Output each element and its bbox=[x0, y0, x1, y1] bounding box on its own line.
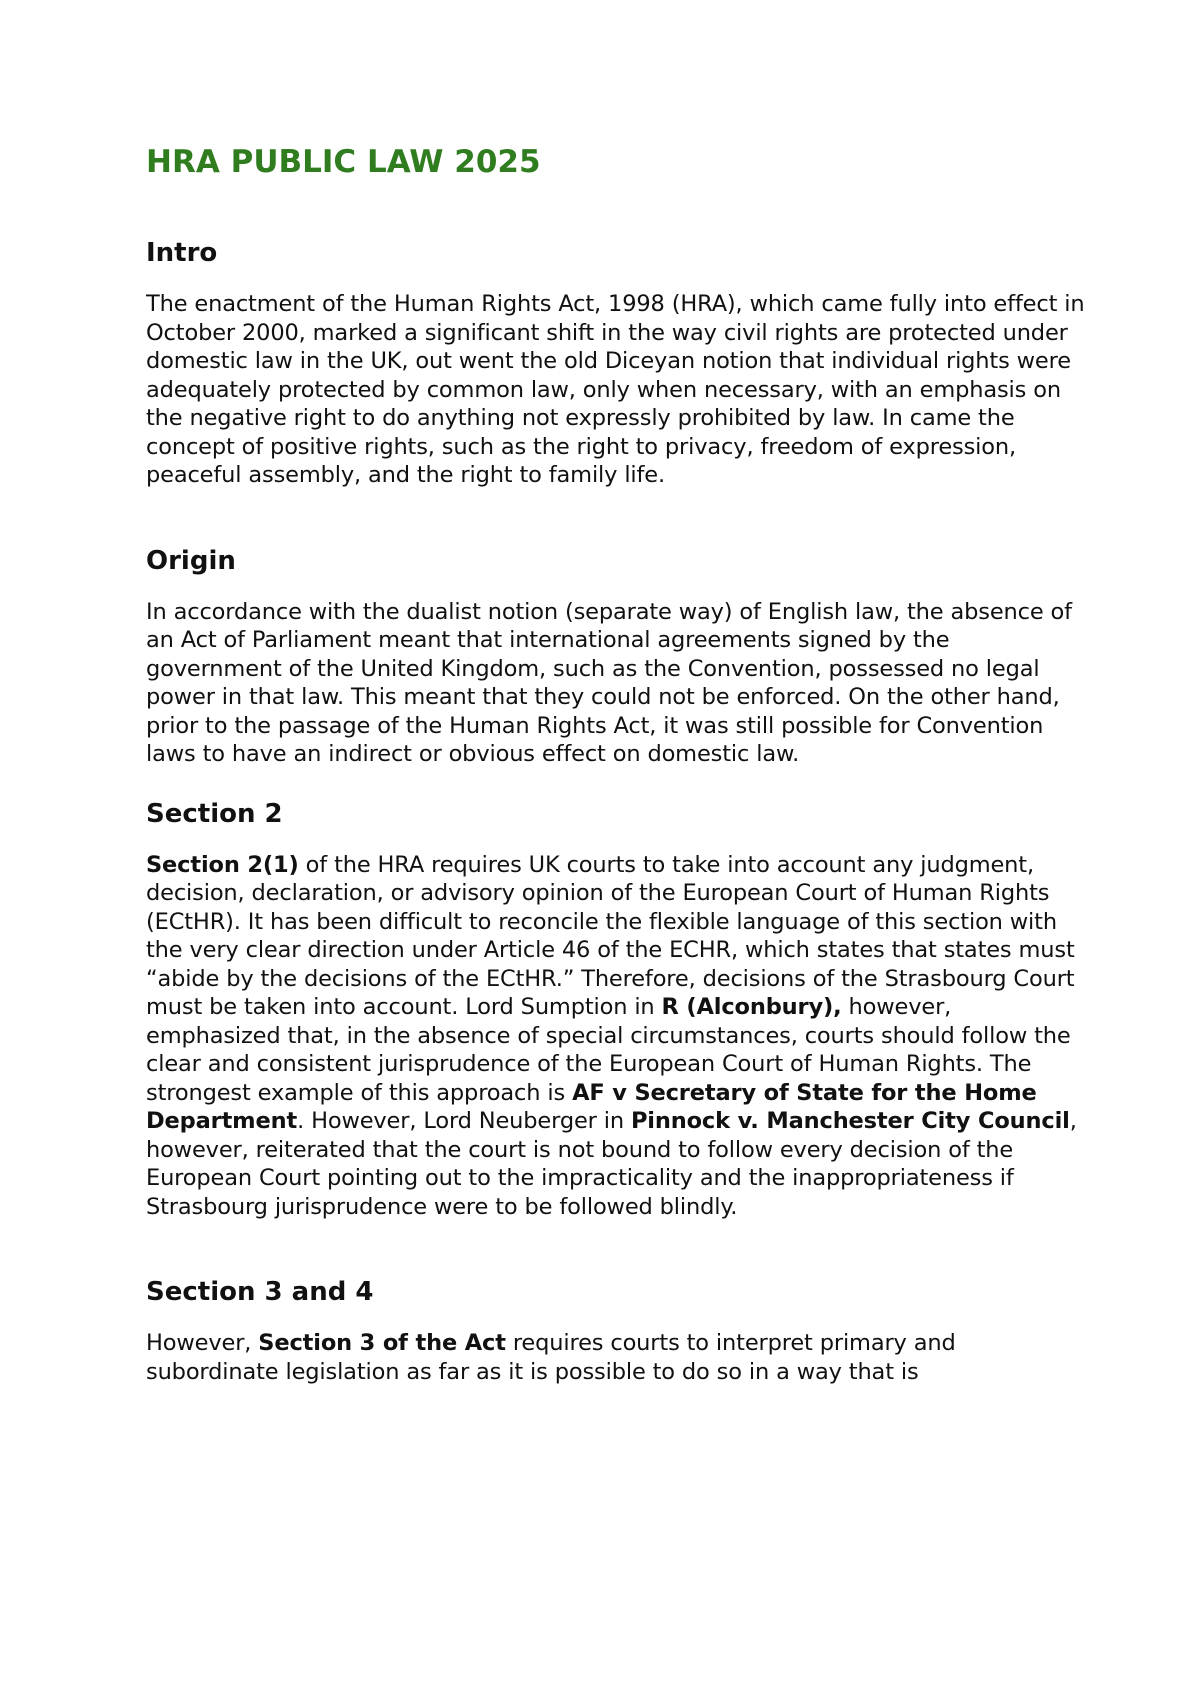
bold-ref-section-2-1: Section 2(1) bbox=[146, 851, 299, 878]
document-page bbox=[146, 140, 1086, 1386]
text-run: of the HRA requires UK courts to take into account any judgment, decision, declaration, or advisory opinion of the European Court of Human Rights (ECtHR). It has been difficult to reconcile the flexible language of this section with the very clear direction under Article 46 of the ECHR, which states that states must “abide by the decisions of the ECtHR.” Therefore, decisions of the Strasbourg Court must be taken into account. Lord Sumption in bbox=[146, 851, 1075, 1020]
text-run: . However, Lord Neuberger in bbox=[297, 1108, 631, 1134]
section-paragraph-section-3-and-4 bbox=[146, 1329, 1086, 1386]
section-heading-section-3-and-4: Section 3 and 4 bbox=[146, 1277, 374, 1307]
section-paragraph-origin: In accordance with the dualist notion (separate way) of English law, the absence of an Act of Parliament meant that international agreements signed by the government of the United Kingdom, such as the Convention, possessed no legal power in that law. This meant that they could not be enforced. On the other hand, prior to the passage of the Human Rights Act, it was still possible for Convention laws to have an indirect or obvious effect on domestic law. bbox=[146, 598, 1072, 767]
text-run: , however, reiterated that the court is not bound to follow every decision of the European Court pointing out to the impracticality and the inappropriateness if Strasbourg jurisprudence were to be followed blindly. bbox=[146, 1108, 1077, 1220]
document-title: HRA PUBLIC LAW 2025 bbox=[146, 144, 541, 180]
section-paragraph-intro: The enactment of the Human Rights Act, 1998 (HRA), which came fully into effect in October 2000, marked a significant shift in the way civil rights are protected under domestic law in the UK, out went the old Diceyan notion that individual rights were adequately protected by common law, only when necessary, with an emphasis on the negative right to do anything not expressly prohibited by law. In came the concept of positive rights, such as the right to privacy, freedom of expression, peaceful assembly, and the right to family life. bbox=[146, 291, 1085, 488]
text-run: requires courts to interpret primary and subordinate legislation as far as it is possible to do so in a way that is bbox=[146, 1330, 956, 1385]
bold-ref-pinnock: Pinnock v. Manchester City Council bbox=[630, 1108, 1070, 1134]
section-paragraph-section-2 bbox=[146, 851, 1086, 1222]
bold-ref-section-3: Section 3 of the Act bbox=[258, 1330, 506, 1356]
section-heading-origin: Origin bbox=[146, 545, 236, 576]
text-run: however, emphasized that, in the absence of special circumstances, courts should follow the clear and consistent jurisprudence of the European Court of Human Rights. The strongest example of this approach is bbox=[146, 994, 1071, 1106]
text-run: However, bbox=[146, 1330, 259, 1356]
bold-ref-af-case: AF v Secretary of State for the Home Department bbox=[146, 1079, 1037, 1134]
section-heading-section-2: Section 2 bbox=[146, 798, 283, 829]
section-heading-intro: Intro bbox=[146, 238, 218, 268]
bold-ref-alconbury: R (Alconbury), bbox=[661, 994, 842, 1020]
